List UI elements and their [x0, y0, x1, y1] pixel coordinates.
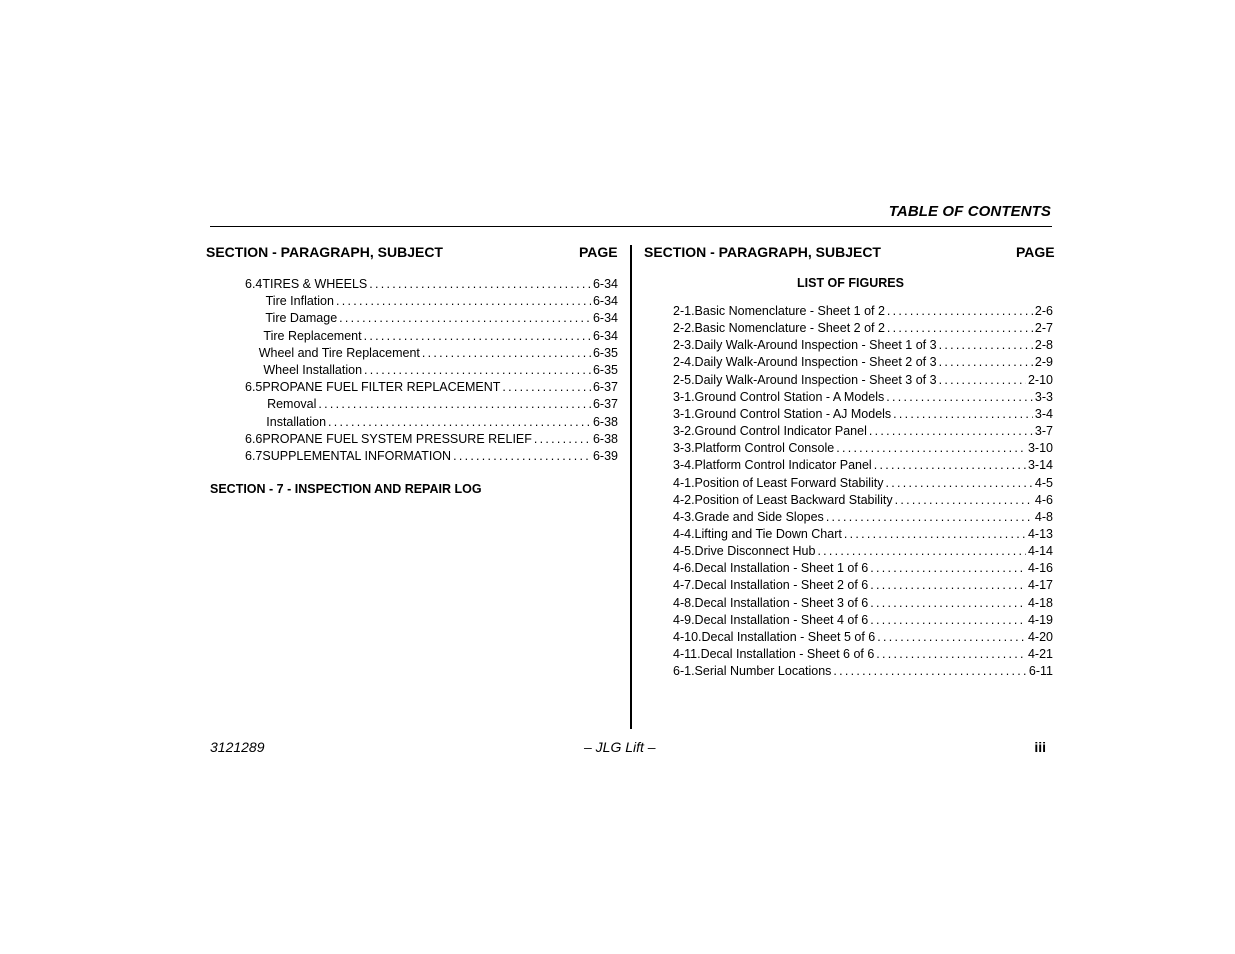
toc-entry-page: 6-34	[592, 311, 618, 326]
column-divider	[630, 245, 632, 729]
dot-leader	[939, 354, 1033, 371]
dot-leader	[534, 431, 591, 448]
toc-entry-title: Wheel and Tire Replacement	[258, 345, 420, 360]
figure-entry[interactable]	[673, 629, 1053, 646]
dot-leader	[364, 328, 591, 345]
figure-title: Drive Disconnect Hub	[694, 544, 816, 559]
toc-entry-title: Installation	[266, 414, 327, 429]
figure-number: 3-1.	[673, 389, 695, 404]
figure-entry[interactable]	[673, 526, 1053, 543]
toc-entry-title: Tire Damage	[265, 311, 338, 326]
figure-entry[interactable]	[673, 560, 1053, 577]
toc-entry[interactable]	[245, 396, 618, 413]
toc-entry[interactable]	[245, 328, 618, 345]
figure-entry[interactable]	[673, 492, 1053, 509]
figure-page: 4-13	[1027, 526, 1053, 541]
figure-title: Decal Installation - Sheet 1 of 6	[694, 561, 869, 576]
figure-entry[interactable]	[673, 354, 1053, 371]
figure-entry[interactable]	[673, 303, 1053, 320]
header-rule	[210, 226, 1052, 227]
dot-leader	[369, 276, 591, 293]
figure-title: Basic Nomenclature - Sheet 1 of 2	[694, 304, 885, 318]
figure-number: 4-2.	[673, 492, 695, 507]
dot-leader	[870, 560, 1026, 577]
figure-title: Decal Installation - Sheet 5 of 6	[701, 629, 876, 644]
dot-leader	[877, 629, 1026, 646]
figure-number: 4-8.	[673, 595, 695, 610]
figure-number: 3-4.	[673, 458, 695, 473]
figure-title: Lifting and Tie Down Chart	[694, 526, 842, 541]
toc-entry-page: 6-38	[592, 431, 618, 446]
figure-page: 4-17	[1027, 578, 1053, 593]
figure-entry[interactable]	[673, 337, 1053, 354]
figure-number: 4-4.	[673, 526, 695, 541]
figure-title: Daily Walk-Around Inspection - Sheet 1 of 3	[694, 338, 937, 353]
toc-entry-page: 6-35	[592, 363, 618, 377]
figure-title: Grade and Side Slopes	[694, 509, 824, 524]
dot-leader	[826, 509, 1033, 526]
toc-entry-page: 6-34	[592, 328, 618, 343]
dot-leader	[870, 595, 1026, 612]
figure-title: Platform Control Indicator Panel	[694, 458, 872, 473]
figure-page: 4-16	[1027, 561, 1053, 576]
figure-title: Daily Walk-Around Inspection - Sheet 3 of 3	[694, 372, 937, 387]
toc-entry-page: 6-37	[592, 397, 618, 412]
figure-page: 3-14	[1027, 458, 1053, 473]
dot-leader	[833, 663, 1026, 680]
figure-number: 4-3.	[673, 509, 695, 524]
figure-page: 4-21	[1027, 647, 1053, 661]
dot-leader	[887, 303, 1033, 320]
figure-number: 2-3.	[673, 338, 695, 353]
toc-entry-number: 6.4	[245, 277, 263, 291]
figure-number: 4-6.	[673, 561, 695, 576]
footer-doc-number: 3121289	[210, 739, 265, 755]
dot-leader	[893, 406, 1033, 423]
dot-leader	[836, 440, 1026, 457]
figure-title: Platform Control Console	[694, 441, 835, 456]
toc-entry[interactable]	[245, 276, 618, 293]
figure-number: 3-2.	[673, 424, 695, 439]
footer-center-label: – JLG Lift –	[584, 739, 656, 755]
dot-leader	[453, 448, 591, 465]
toc-entry-number: 6.5	[245, 380, 263, 395]
figure-entry[interactable]	[673, 646, 1053, 663]
toc-entry[interactable]	[245, 362, 618, 379]
left-column-heading-subject: SECTION - PARAGRAPH, SUBJECT	[206, 244, 443, 260]
figure-number: 4-10.	[673, 629, 702, 644]
figure-title: Ground Control Indicator Panel	[694, 424, 867, 439]
figure-page: 4-20	[1027, 629, 1053, 644]
figure-number: 2-4.	[673, 355, 695, 370]
dot-leader	[844, 526, 1026, 543]
figure-page: 4-19	[1027, 612, 1053, 627]
figure-page: 2-8	[1034, 338, 1053, 353]
figure-title: Position of Least Backward Stability	[694, 492, 893, 507]
dot-leader	[886, 389, 1033, 406]
toc-entry-number: 6.6	[245, 431, 263, 446]
figure-title: Decal Installation - Sheet 2 of 6	[694, 578, 869, 593]
dot-leader	[336, 293, 591, 310]
toc-entry-title: SUPPLEMENTAL INFORMATION	[262, 449, 452, 463]
dot-leader	[502, 379, 591, 396]
dot-leader	[870, 577, 1026, 594]
figure-number: 3-3.	[673, 441, 695, 456]
dot-leader	[939, 337, 1033, 354]
toc-entry[interactable]	[245, 345, 618, 362]
toc-entry[interactable]	[245, 448, 618, 465]
section-7-heading[interactable]: SECTION - 7 - INSPECTION AND REPAIR LOG	[210, 482, 482, 496]
toc-entry-title: PROPANE FUEL FILTER REPLACEMENT	[262, 380, 501, 395]
figure-title: Ground Control Station - A Models	[694, 389, 885, 404]
figure-title: Serial Number Locations	[694, 664, 832, 679]
toc-entry-page: 6-39	[592, 449, 618, 463]
figure-number: 6-1.	[673, 664, 695, 679]
figure-title: Decal Installation - Sheet 6 of 6	[700, 647, 875, 661]
figure-page: 4-14	[1027, 544, 1053, 559]
figure-entry[interactable]	[673, 389, 1053, 406]
toc-entry[interactable]	[245, 310, 618, 327]
footer-page-number: iii	[1034, 739, 1046, 755]
figure-page: 4-6	[1034, 492, 1053, 507]
toc-entry-title: Tire Replacement	[263, 328, 362, 343]
dot-leader	[422, 345, 591, 362]
dot-leader	[328, 414, 591, 431]
figure-number: 3-1.	[673, 406, 695, 421]
dot-leader	[364, 362, 591, 379]
figure-entry[interactable]	[673, 577, 1053, 594]
list-of-figures-heading: LIST OF FIGURES	[797, 276, 904, 290]
figure-page: 3-7	[1034, 424, 1053, 439]
toc-entry-page: 6-38	[592, 414, 618, 429]
figure-page: 4-18	[1027, 595, 1053, 610]
figure-number: 4-7.	[673, 578, 695, 593]
figure-number: 2-2.	[673, 321, 695, 336]
figure-entry[interactable]	[673, 612, 1053, 629]
figure-title: Decal Installation - Sheet 4 of 6	[694, 612, 869, 627]
figure-title: Basic Nomenclature - Sheet 2 of 2	[694, 321, 885, 336]
figure-page: 4-8	[1034, 509, 1053, 524]
figure-title: Daily Walk-Around Inspection - Sheet 2 of 3	[694, 355, 937, 370]
figure-title: Position of Least Forward Stability	[694, 475, 884, 490]
figure-entry[interactable]	[673, 440, 1053, 457]
figure-entry[interactable]	[673, 457, 1053, 474]
figure-entry[interactable]	[673, 595, 1053, 612]
figure-title: Decal Installation - Sheet 3 of 6	[694, 595, 869, 610]
toc-entry-title: PROPANE FUEL SYSTEM PRESSURE RELIEF	[262, 431, 532, 446]
toc-entry-title: Wheel Installation	[263, 363, 363, 377]
dot-leader	[817, 543, 1026, 560]
figure-number: 2-1.	[673, 304, 695, 318]
figure-page: 3-10	[1027, 441, 1053, 456]
toc-entry[interactable]	[245, 293, 618, 310]
figure-page: 4-5	[1034, 475, 1053, 490]
dot-leader	[876, 646, 1026, 663]
figure-number: 4-5.	[673, 544, 695, 559]
figure-page: 6-11	[1028, 664, 1053, 679]
dot-leader	[318, 396, 591, 413]
figure-number: 4-9.	[673, 612, 695, 627]
dot-leader	[939, 372, 1026, 389]
toc-entry-page: 6-34	[592, 294, 618, 309]
page-header-title: TABLE OF CONTENTS	[888, 203, 1051, 220]
dot-leader	[886, 475, 1033, 492]
left-column-heading-page: PAGE	[579, 244, 618, 260]
figure-entry[interactable]	[673, 423, 1053, 440]
right-column-heading-subject: SECTION - PARAGRAPH, SUBJECT	[644, 244, 881, 260]
dot-leader	[339, 310, 591, 327]
figure-page: 2-9	[1034, 355, 1053, 370]
dot-leader	[887, 320, 1033, 337]
figure-number: 4-1.	[673, 475, 695, 490]
figure-entry[interactable]	[673, 406, 1053, 423]
figure-page: 3-4	[1034, 406, 1053, 421]
dot-leader	[895, 492, 1033, 509]
toc-entry-page: 6-35	[592, 345, 618, 360]
figure-entry[interactable]	[673, 475, 1053, 492]
figure-page: 3-3	[1034, 389, 1053, 404]
toc-entry-page: 6-37	[592, 380, 618, 395]
figure-number: 2-5.	[673, 372, 695, 387]
toc-entry-number: 6.7	[245, 449, 263, 463]
toc-entry[interactable]	[245, 414, 618, 431]
toc-entry-page: 6-34	[592, 277, 618, 291]
figure-entry[interactable]	[673, 663, 1053, 680]
dot-leader	[870, 612, 1026, 629]
dot-leader	[869, 423, 1033, 440]
figure-entry[interactable]	[673, 543, 1053, 560]
figure-page: 2-7	[1034, 321, 1053, 336]
figure-entry[interactable]	[673, 372, 1053, 389]
toc-entry[interactable]	[245, 431, 618, 448]
figure-number: 4-11.	[673, 647, 701, 661]
dot-leader	[874, 457, 1026, 474]
figure-title: Ground Control Station - AJ Models	[694, 406, 892, 421]
figure-entry[interactable]	[673, 320, 1053, 337]
figure-entry[interactable]	[673, 509, 1053, 526]
right-column-heading-page: PAGE	[1016, 244, 1055, 260]
toc-entry-title: Tire Inflation	[265, 294, 334, 309]
figure-page: 2-10	[1027, 372, 1053, 387]
toc-entry-title: Removal	[267, 397, 317, 412]
figure-page: 2-6	[1034, 304, 1053, 318]
toc-entry[interactable]	[245, 379, 618, 396]
toc-entry-title: TIRES & WHEELS	[262, 277, 368, 291]
